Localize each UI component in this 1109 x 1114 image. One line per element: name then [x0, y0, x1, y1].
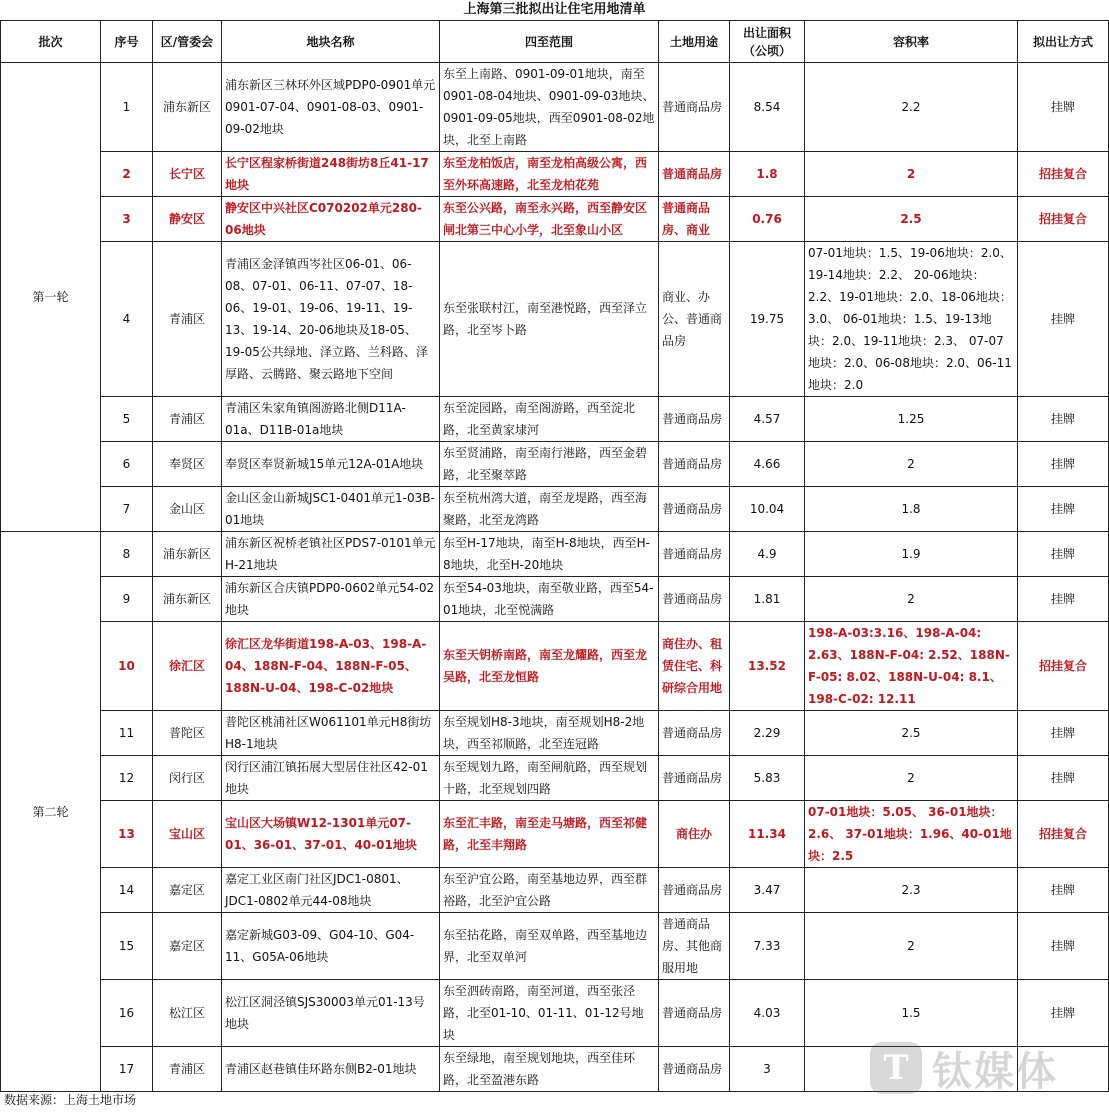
cell-bounds: 东至上南路、0901-09-01地块，南至0901-08-04地块、0901-09-03地块、0901-09-05地块，西至0901-08-02地块，北至上南路	[440, 63, 659, 152]
cell-far: 198-A-03:3.16、198-A-04: 2.63、188N-F-04: 2.52、188N-F-05: 8.02、188N-U-04: 8.1、198-C-02: 12.11	[805, 622, 1018, 711]
cell-method: 挂牌	[1018, 868, 1109, 913]
data-source-note: 数据来源：上海土地市场	[4, 1093, 137, 1107]
cell-area: 13.52	[730, 622, 805, 711]
cell-no: 1	[101, 63, 153, 152]
table-row	[1, 622, 1109, 711]
cell-no: 10	[101, 622, 153, 711]
cell-plot: 嘉定工业区南门社区JDC1-0801、JDC1-0802单元44-08地块	[222, 868, 440, 913]
batch-cell-second: 第二轮	[1, 532, 101, 1092]
cell-method: 挂牌	[1018, 913, 1109, 980]
cell-bounds: 东至H-17地块，南至H-8地块，西至H-8地块，北至H-20地块	[440, 532, 659, 577]
cell-bounds: 东至拈花路，南至双单路，西至基地边界，北至双单河	[440, 913, 659, 980]
cell-no: 14	[101, 868, 153, 913]
cell-bounds: 东至张联村江，南至港悦路，西至泽立路，北至岑卜路	[440, 242, 659, 397]
cell-district: 青浦区	[153, 1047, 222, 1092]
cell-use: 普通商品房	[659, 577, 730, 622]
cell-method: 挂牌	[1018, 980, 1109, 1047]
cell-plot: 闵行区浦江镇拓展大型居住社区42-01地块	[222, 756, 440, 801]
table-row	[1, 980, 1109, 1047]
table-title: 上海第三批拟出让住宅用地清单	[463, 2, 646, 17]
watermark-logo-icon: T	[870, 1042, 922, 1094]
cell-bounds: 东至沪宜公路，南至基地边界，西至群裕路，北至沪宜公路	[440, 868, 659, 913]
cell-method: 招挂复合	[1018, 622, 1109, 711]
table-row	[1, 756, 1109, 801]
cell-method: 挂牌	[1018, 442, 1109, 487]
cell-plot: 长宁区程家桥街道248街坊8丘41-17地块	[222, 152, 440, 197]
table-row	[1, 63, 1109, 152]
cell-area: 4.57	[730, 397, 805, 442]
cell-area: 8.54	[730, 63, 805, 152]
cell-bounds: 东至公兴路，南至永兴路，西至静安区闸北第三中心小学，北至象山小区	[440, 197, 659, 242]
cell-far: 1.5	[805, 980, 1018, 1047]
cell-area: 7.33	[730, 913, 805, 980]
header-area: 出让面积（公顷）	[730, 21, 805, 63]
cell-district: 松江区	[153, 980, 222, 1047]
cell-plot: 浦东新区三林环外区域PDP0-0901单元0901-07-04、0901-08-03、0901-09-02地块	[222, 63, 440, 152]
cell-no: 9	[101, 577, 153, 622]
table-row	[1, 442, 1109, 487]
cell-plot: 金山区金山新城JSC1-0401单元1-03B-01地块	[222, 487, 440, 532]
cell-district: 嘉定区	[153, 913, 222, 980]
cell-no: 17	[101, 1047, 153, 1092]
cell-district: 奉贤区	[153, 442, 222, 487]
cell-use: 普通商品房	[659, 532, 730, 577]
table-row	[1, 577, 1109, 622]
cell-use: 商住办	[659, 801, 730, 868]
cell-far: 2	[805, 577, 1018, 622]
cell-use: 普通商品房	[659, 397, 730, 442]
cell-use: 普通商品房	[659, 980, 730, 1047]
cell-area: 1.81	[730, 577, 805, 622]
cell-no: 4	[101, 242, 153, 397]
watermark	[870, 1040, 1100, 1096]
cell-district: 浦东新区	[153, 63, 222, 152]
cell-method: 挂牌	[1018, 63, 1109, 152]
cell-bounds: 东至杭州湾大道，南至龙堤路，西至海聚路，北至龙湾路	[440, 487, 659, 532]
cell-district: 浦东新区	[153, 577, 222, 622]
cell-far: 2.3	[805, 868, 1018, 913]
header-batch: 批次	[1, 21, 101, 63]
cell-plot: 奉贤区奉贤新城15单元12A-01A地块	[222, 442, 440, 487]
cell-no: 11	[101, 711, 153, 756]
cell-method: 挂牌	[1018, 397, 1109, 442]
header-plot: 地块名称	[222, 21, 440, 63]
cell-no: 12	[101, 756, 153, 801]
table-row	[1, 397, 1109, 442]
cell-use: 普通商品房	[659, 487, 730, 532]
cell-no: 3	[101, 197, 153, 242]
cell-no: 2	[101, 152, 153, 197]
cell-method: 挂牌	[1018, 242, 1109, 397]
cell-far: 1.9	[805, 532, 1018, 577]
cell-use: 普通商品房	[659, 63, 730, 152]
cell-far: 2	[805, 152, 1018, 197]
table-row	[1, 197, 1109, 242]
cell-method: 招挂复合	[1018, 152, 1109, 197]
header-far: 容积率	[805, 21, 1018, 63]
cell-district: 普陀区	[153, 711, 222, 756]
cell-no: 5	[101, 397, 153, 442]
cell-method: 挂牌	[1018, 711, 1109, 756]
cell-area: 2.29	[730, 711, 805, 756]
cell-district: 嘉定区	[153, 868, 222, 913]
cell-bounds: 东至淀园路，南至阁游路，西至淀北路，北至黄家埭河	[440, 397, 659, 442]
cell-bounds: 东至规划九路，南至闸航路，西至规划十路，北至规划四路	[440, 756, 659, 801]
cell-plot: 宝山区大场镇W12-1301单元07-01、36-01、37-01、40-01地块	[222, 801, 440, 868]
cell-area: 4.9	[730, 532, 805, 577]
table-row	[1, 242, 1109, 397]
cell-far: 07-01地块：5.05、 36-01地块：2.6、 37-01地块：1.96、40-01地块：2.5	[805, 801, 1018, 868]
cell-district: 青浦区	[153, 397, 222, 442]
table-row	[1, 801, 1109, 868]
cell-method: 挂牌	[1018, 756, 1109, 801]
header-method: 拟出让方式	[1018, 21, 1109, 63]
table-row	[1, 152, 1109, 197]
batch-cell-first: 第一轮	[1, 63, 101, 532]
cell-district: 静安区	[153, 197, 222, 242]
cell-area: 1.8	[730, 152, 805, 197]
header-bounds: 四至范围	[440, 21, 659, 63]
table-row	[1, 487, 1109, 532]
cell-bounds: 东至天钥桥南路，南至龙耀路，西至龙吴路，北至龙恒路	[440, 622, 659, 711]
cell-area: 11.34	[730, 801, 805, 868]
table-row	[1, 711, 1109, 756]
cell-bounds: 东至泗砖南路，南至河道，西至张泾路，北至01-10、01-11、01-12号地块	[440, 980, 659, 1047]
cell-bounds: 东至绿地，南至规划地块，西至佳环路，北至盈港东路	[440, 1047, 659, 1092]
cell-no: 16	[101, 980, 153, 1047]
table-row	[1, 868, 1109, 913]
header-no: 序号	[101, 21, 153, 63]
cell-far: 1.25	[805, 397, 1018, 442]
cell-plot: 松江区洞泾镇SJS30003单元01-13号地块	[222, 980, 440, 1047]
cell-method: 挂牌	[1018, 577, 1109, 622]
cell-use: 普通商品房	[659, 756, 730, 801]
watermark-text: 钛媒体	[932, 1048, 1058, 1095]
cell-area: 5.83	[730, 756, 805, 801]
cell-method: 挂牌	[1018, 532, 1109, 577]
cell-use: 普通商品房	[659, 152, 730, 197]
cell-district: 宝山区	[153, 801, 222, 868]
cell-plot: 青浦区金泽镇西岑社区06-01、06-08、07-01、06-11、07-07、18-06、19-01、19-06、19-11、19-13、19-14、20-06地块及18-05、19-05公共绿地、泽立路、兰科路、泽厚路、云腾路、聚云路地下空间	[222, 242, 440, 397]
land-list-table	[0, 20, 1109, 1092]
cell-area: 10.04	[730, 487, 805, 532]
cell-method: 招挂复合	[1018, 197, 1109, 242]
cell-area: 19.75	[730, 242, 805, 397]
cell-bounds: 东至54-03地块，南至敬业路，西至54-01地块，北至悦满路	[440, 577, 659, 622]
cell-far: 2	[805, 756, 1018, 801]
cell-plot: 青浦区赵巷镇佳环路东侧B2-01地块	[222, 1047, 440, 1092]
cell-use: 普通商品房	[659, 868, 730, 913]
cell-district: 徐汇区	[153, 622, 222, 711]
cell-bounds: 东至规划H8-3地块，南至规划H8-2地块，西至祁顺路，北至连冠路	[440, 711, 659, 756]
cell-use: 普通商品房	[659, 442, 730, 487]
cell-use: 商业、办公、普通商品房	[659, 242, 730, 397]
cell-district: 金山区	[153, 487, 222, 532]
header-row	[1, 21, 1109, 63]
cell-plot: 青浦区朱家角镇阁游路北侧D11A-01a、D11B-01a地块	[222, 397, 440, 442]
cell-no: 7	[101, 487, 153, 532]
cell-method: 挂牌	[1018, 487, 1109, 532]
cell-use: 普通商品房	[659, 711, 730, 756]
cell-no: 15	[101, 913, 153, 980]
cell-district: 青浦区	[153, 242, 222, 397]
cell-area: 4.03	[730, 980, 805, 1047]
table-row	[1, 913, 1109, 980]
cell-use: 普通商品房、其他商服用地	[659, 913, 730, 980]
cell-use: 商住办、租赁住宅、科研综合用地	[659, 622, 730, 711]
cell-plot: 浦东新区祝桥老镇社区PDS7-0101单元H-21地块	[222, 532, 440, 577]
cell-plot: 嘉定新城G03-09、G04-10、G04-11、G05A-06地块	[222, 913, 440, 980]
cell-plot: 普陀区桃浦社区W061101单元H8街坊H8-1地块	[222, 711, 440, 756]
cell-plot: 静安区中兴社区C070202单元280-06地块	[222, 197, 440, 242]
cell-bounds: 东至贤浦路，南至南行港路，西至金碧路，北至聚萃路	[440, 442, 659, 487]
cell-use: 普通商品房、商业	[659, 197, 730, 242]
cell-bounds: 东至汇丰路，南至走马塘路，西至祁健路，北至丰翔路	[440, 801, 659, 868]
cell-no: 8	[101, 532, 153, 577]
cell-far: 2.2	[805, 63, 1018, 152]
cell-area: 4.66	[730, 442, 805, 487]
cell-far: 2.5	[805, 197, 1018, 242]
cell-far: 1.8	[805, 487, 1018, 532]
cell-area: 3.47	[730, 868, 805, 913]
cell-far: 2	[805, 913, 1018, 980]
cell-use: 普通商品房	[659, 1047, 730, 1092]
cell-bounds: 东至龙柏饭店，南至龙柏高级公寓，西至外环高速路，北至龙柏花苑	[440, 152, 659, 197]
cell-no: 6	[101, 442, 153, 487]
header-use: 土地用途	[659, 21, 730, 63]
cell-district: 浦东新区	[153, 532, 222, 577]
cell-far: 07-01地块：1.5、19-06地块：2.0、19-14地块：2.2、 20-06地块：2.2、19-01地块：2.0、18-06地块：3.0、 06-01地块：1.5、19-13地块：2.0、19-11地块：2.3、 07-07地块：2.0、06-08地块：2.0、06-11地块：2.0	[805, 242, 1018, 397]
cell-method: 招挂复合	[1018, 801, 1109, 868]
cell-district: 长宁区	[153, 152, 222, 197]
cell-area: 3	[730, 1047, 805, 1092]
cell-far: 2	[805, 442, 1018, 487]
cell-no: 13	[101, 801, 153, 868]
header-district: 区/管委会	[153, 21, 222, 63]
cell-district: 闵行区	[153, 756, 222, 801]
table-row	[1, 532, 1109, 577]
cell-area: 0.76	[730, 197, 805, 242]
cell-plot: 徐汇区龙华街道198-A-03、198-A-04、188N-F-04、188N-F-05、188N-U-04、198-C-02地块	[222, 622, 440, 711]
cell-far: 2.5	[805, 711, 1018, 756]
cell-plot: 浦东新区合庆镇PDP0-0602单元54-02地块	[222, 577, 440, 622]
